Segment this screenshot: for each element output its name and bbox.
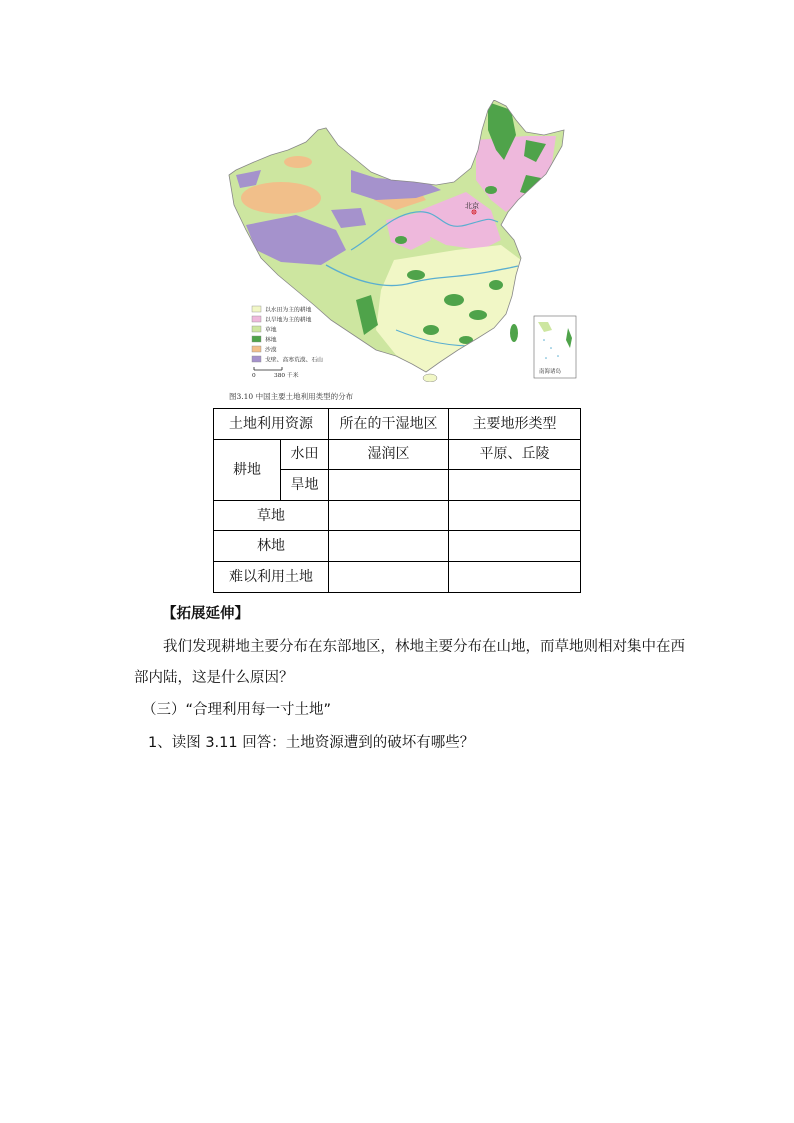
paddy-region-south (376, 245, 521, 372)
cropland-label: 耕地 (214, 439, 281, 500)
forest-patch (469, 310, 487, 320)
table-row (214, 500, 581, 531)
desert-taklimakan (241, 182, 321, 214)
paragraph-line-1: 我们发现耕地主要分布在东部地区，林地主要分布在山地，而草地则相对集中在西 (163, 639, 685, 655)
dryland-terrain-cell[interactable] (449, 470, 581, 501)
forest-region-cell[interactable] (329, 531, 449, 562)
forest-patch (407, 270, 425, 280)
legend-label-forest: 林地 (265, 337, 277, 344)
table-row (214, 531, 581, 562)
legend-swatch-forest (252, 336, 261, 342)
header-land-resource: 土地利用资源 (214, 409, 329, 440)
map-legend (252, 306, 323, 380)
legend-label-dryland: 以旱地为主的耕地 (265, 317, 312, 324)
legend-label-paddy: 以水田为主的耕地 (265, 307, 312, 314)
forest-label: 林地 (214, 531, 329, 562)
paddy-region-cell[interactable]: 湿润区 (329, 439, 449, 470)
legend-swatch-grassland (252, 326, 261, 332)
hainan-island (423, 374, 437, 382)
forest-patch (485, 186, 497, 194)
dryland-label: 旱地 (281, 470, 329, 501)
unusable-land-label: 难以利用土地 (214, 561, 329, 592)
forest-patch (489, 280, 503, 290)
question-1: 1、读图 3.11 回答：土地资源遭到的破坏有哪些？ (148, 735, 475, 751)
section-title: （三）“合理利用每一寸土地” (142, 702, 332, 718)
beijing-marker-dot (473, 211, 475, 213)
legend-label-grassland: 草地 (265, 327, 277, 334)
forest-patch (444, 294, 464, 306)
grassland-region-cell[interactable] (329, 500, 449, 531)
dryland-region-cell[interactable] (329, 470, 449, 501)
grassland-label: 草地 (214, 500, 329, 531)
china-land-use-map (226, 100, 584, 382)
legend-label-gobi: 戈壁、高寒荒漠、石山 (265, 357, 323, 364)
paddy-label: 水田 (281, 439, 329, 470)
legend-swatch-desert (252, 346, 261, 352)
south-china-sea-inset (534, 316, 576, 378)
paragraph-line-2: 部内陆，这是什么原因？ (134, 670, 294, 686)
unusable-terrain-cell[interactable] (449, 561, 581, 592)
inset-label: 南海诸岛 (539, 369, 562, 375)
table-row (214, 439, 581, 470)
paddy-terrain-cell[interactable]: 平原、丘陵 (449, 439, 581, 470)
forest-terrain-cell[interactable] (449, 531, 581, 562)
forest-patch (423, 325, 439, 335)
legend-swatch-gobi (252, 356, 261, 362)
scale-label: 380 千米 (274, 373, 299, 379)
header-terrain-type: 主要地形类型 (449, 409, 581, 440)
table-row (214, 561, 581, 592)
legend-label-desert: 沙漠 (265, 347, 277, 354)
legend-swatch-dryland (252, 316, 261, 322)
scale-zero: 0 (252, 373, 256, 379)
unusable-region-cell[interactable] (329, 561, 449, 592)
header-climate-region: 所在的干湿地区 (329, 409, 449, 440)
forest-patch (395, 236, 407, 244)
table-header-row (214, 409, 581, 440)
legend-swatch-paddy (252, 306, 261, 312)
figure-caption: 图3.10 中国主要土地利用类型的分布 (229, 392, 354, 401)
taiwan-island (510, 324, 518, 342)
desert-junggar (284, 156, 312, 168)
grassland-terrain-cell[interactable] (449, 500, 581, 531)
forest-patch (459, 336, 473, 344)
land-use-table (213, 408, 581, 593)
extension-heading: 【拓展延伸】 (162, 606, 249, 622)
beijing-label: 北京 (465, 202, 479, 210)
